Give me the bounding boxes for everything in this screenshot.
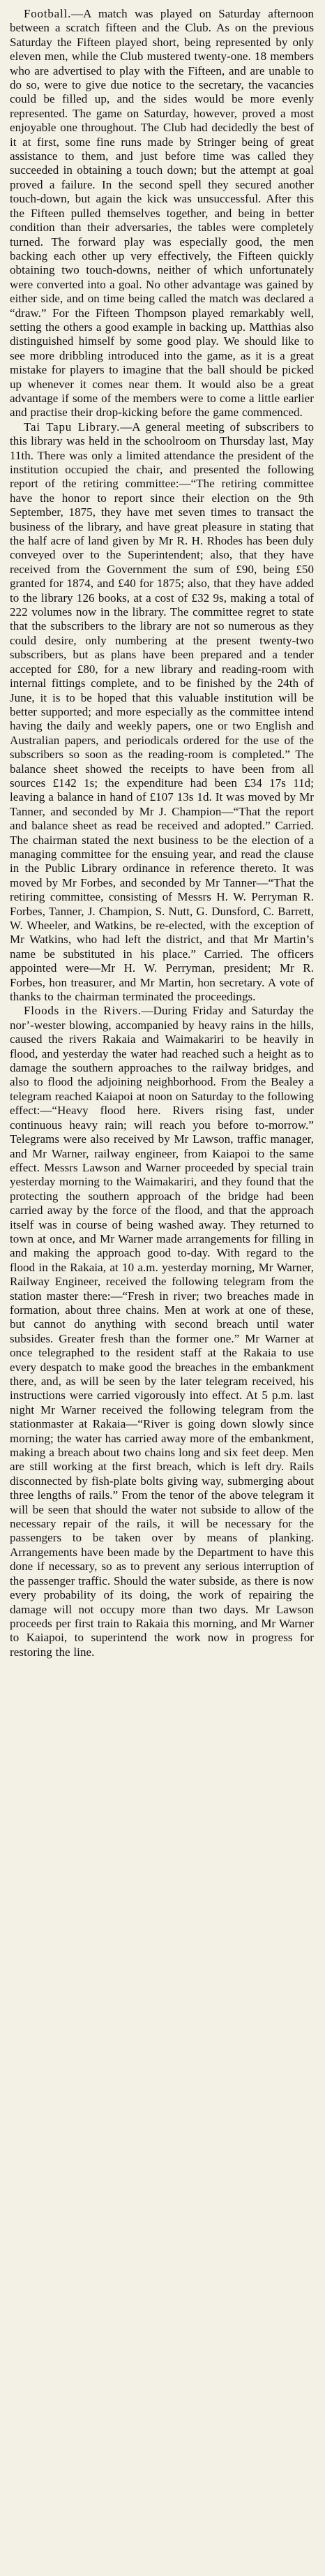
football-text: —A match was played on Saturday afternoon between a scratch fifteen and the Club. As on the previous Saturday the Fifteen played short, being represented by only eleven men, while the Club mustered twenty-one. 18 members who are advertised to play with the Fifteen, and are unable to do so, were to give due notice to the secretary, the vacancies could be filled up, and the sides would be more evenly represented. The game on Saturday, however, proved a most enjoyable one throughout. The Club had decidedly the best of it at first, some fine runs made by Stringer being of great assistance to them, and just before time was called they succeeded in obtaining a touch down; but the attempt at goal proved a failure. In the second spell they secured another touch-down, but again the kick was unsuccessful. After this the Fifteen pulled themselves together, and being in better condition than their adversaries, the tables were completely turned. The forward play was especially good, the men backing each other up very effectively, the Fifteen quickly obtaining two touch-downs, neither of which unfortunately were converted into a goal. No other advantage was gained by either side, and on time being called the match was declared a “draw.” For the Fifteen Thompson played remarkably well, setting the others a good example in backing up. Matthias also distinguished himself by some good play. We should like to see more dribbling introduced into the game, as it is a great mistake for players to imagine that the ball should be picked up whenever it comes near them. It would also be a great advantage if some of the members were to come a little earlier and practise their drop-kicking before the game commenced.	[10, 7, 314, 420]
football-heading: Football.	[24, 7, 72, 20]
floods-heading: Floods in the Rivers.	[24, 1004, 142, 1018]
floods-paragraph	[10, 1004, 314, 1659]
library-heading: Tai Tapu Library.	[24, 420, 121, 434]
library-text: —A general meeting of subscribers to this library was held in the schoolroom on Thursday last, May 11th. There was only a limited attendance the president of the institution occupied the chair, and presented the following report of the retiring committee:—“The retiring committee have the honor to report since their election on the 9th September, 1875, they have met seven times to transact the business of the library, and have great pleasure in stating that the half acre of land given by Mr R. H. Rhodes has been duly conveyed over to the Superintendent; also, that they have received from the Government the sum of £90, being £50 granted for 1874, and £40 for 1875; also, that they have added to the library 126 books, at a cost of £32 9s, making a total of 222 volumes now in the library. The committee regret to state that the subscribers to the library are not so numerous as they could desire, only numbering at the present twenty-two subscribers, but as plans have been prepared and a tender accepted for £80, for a new library and reading-room with internal fittings complete, and to be finished by the 24th of June, it is to be hoped that this valuable institution will be better supported; and more especially as the committee intend having the daily and weekly papers, one or two English and Australian papers, and periodicals ordered for the use of the subscribers so soon as the reading-room is completed.” The balance sheet showed the receipts to have been from all sources £142 1s; the expenditure had been £34 17s 11d; leaving a balance in hand of £107 13s 1d. It was moved by Mr Tanner, and seconded by Mr J. Champion—“That the report and balance sheet as read be received and adopted.” Carried. The chairman stated the next business to be the election of a managing committee for the ensuing year, and read the clause in the Public Library ordinance in reference thereto. It was moved by Mr Forbes, and seconded by Mr Tanner—“That the retiring committee, consisting of Messrs H. W. Perryman R. Forbes, Tanner, J. Champion, S. Nutt, G. Dunsford, C. Barrett, W. Wheeler, and Watkins, be re-elected, with the exception of Mr Watkins, who had left the district, and that Mr Martin’s name be substituted in his place.” Carried. The officers appointed were—Mr H. W. Perryman, president; Mr R. Forbes, hon treasurer, and Mr Martin, hon secretary. A vote of thanks to the chairman terminated the proceedings.	[10, 420, 314, 1004]
floods-text: —During Friday and Saturday the nor’-wester blowing, accompanied by heavy rains in the hills, caused the rivers Rakaia and Waimakariri to be heavily in flood, and yesterday the water had reached such a height as to damage the southern approaches to the railway bridges, and also to flood the adjoining neighborhood. From the Bealey a telegram reached Kaiapoi at noon on Saturday to the following effect:—“Heavy flood here. Rivers rising fast, under continuous heavy rain; will reach you before to-morrow.” Telegrams were also received by Mr Lawson, traffic manager, and Mr Warner, railway engineer, from Kaiapoi to the same effect. Messrs Lawson and Warner proceeded by special train yesterday morning to the Waimakariri, and they found that the protecting the southern approach of the bridge had been carried away by the force of the flood, and that the approach itself was in course of being washed away. They returned to town at once, and Mr Warner made arrangements for filling in and making the approach good to-day. With regard to the flood in the Rakaia, at 10 a.m. yesterday morning, Mr Warner, Railway Engineer, received the following telegram from the station master there:—“Fresh in river; two breaches made in formation, about three chains. Men at work at one of these, but cannot do anything with second breach until water subsides. Greater fresh than the former one.” Mr Warner at once telegraphed to the resident staff at the Rakaia to use every despatch to make good the breaches in the embankment there, and, as will be seen by the later telegram received, his instructions were carried vigorously into effect. At 5 p.m. last night Mr Warner received the following telegram from the stationmaster at Rakaia—“River is going down slowly since morning; the water has carried away more of the embankment, making a breach about two chains long and six feet deep. Men are still working at the first breach, which is left dry. Rails disconnected by fish-plate bolts giving way, submerging about three lengths of rails.” From the tenor of the above telegram it will be seen that should the water not subside to allow of the necessary repair of the rails, it will be necessary for the passengers to be taken over by means of planking. Arrangements have been made by the Department to have this done if necessary, so as to prevent any serious interruption of the passenger traffic. Should the water subside, as there is now every probability of its doing, the work of repairing the damage will not occupy more than two days. Mr Lawson proceeds per first train to Rakaia this morning, and Mr Warner to Kaiapoi, to superintend the work now in progress for restoring the line.	[10, 1004, 314, 1659]
library-paragraph	[10, 420, 314, 1005]
football-paragraph	[10, 7, 314, 420]
